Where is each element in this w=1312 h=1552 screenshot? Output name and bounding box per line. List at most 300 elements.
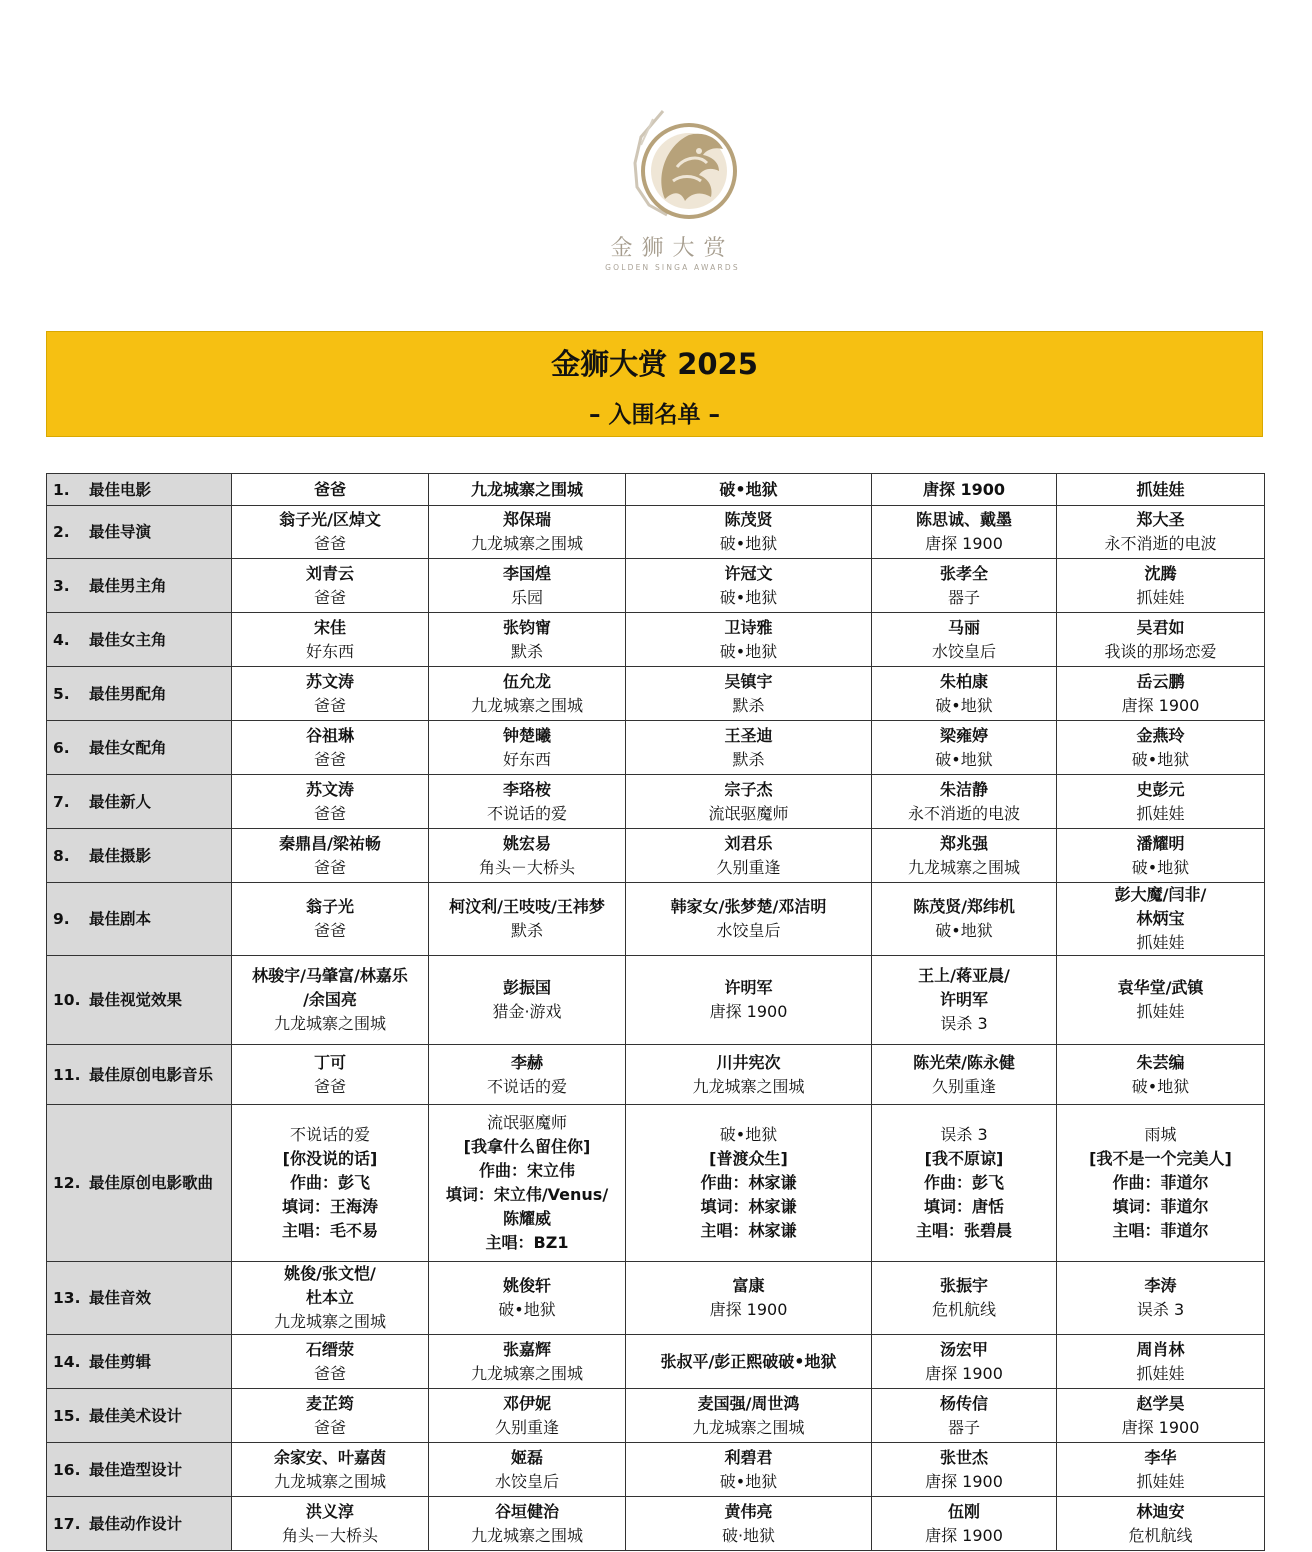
- nominee-name: 彭振国: [502, 978, 551, 997]
- category-cell: [47, 1497, 232, 1551]
- category-cell: [47, 883, 232, 956]
- nominee-detail: 唐探 1900: [925, 1525, 1003, 1545]
- nominee-cell: [232, 721, 429, 775]
- nominee-cell: [1057, 667, 1265, 721]
- nominee-cell: [429, 1335, 626, 1389]
- category-name: 最佳导演: [89, 523, 152, 541]
- category-cell: [47, 1443, 232, 1497]
- nominee-name: 赵学昊: [1136, 1393, 1185, 1413]
- nominee-cell: [872, 883, 1057, 956]
- nominee-name: 陈思诚、戴墨: [915, 510, 1012, 529]
- nominee-name: 杜本立: [305, 1288, 354, 1307]
- category-number: 4.: [53, 630, 70, 649]
- nominee-name: 石缙荥: [305, 1339, 354, 1359]
- table-row: [47, 883, 1265, 956]
- nominee-detail: 唐探 1900: [709, 1002, 788, 1021]
- nominee-cell: [1057, 1389, 1265, 1443]
- category-number: 9.: [53, 910, 70, 928]
- nominee-cell: [232, 1497, 429, 1551]
- nominee-cell: [626, 506, 872, 559]
- nominee-cell: [1057, 1105, 1265, 1262]
- category-number: 1.: [53, 480, 70, 499]
- table-row: [47, 1497, 1265, 1551]
- category-cell: [47, 667, 232, 721]
- nominee-detail: 危机航线: [1128, 1525, 1193, 1545]
- nominee-name: 陈茂贤: [724, 510, 773, 529]
- nominee-name: 潘耀明: [1136, 833, 1185, 853]
- nominee-name: 丁可: [313, 1052, 346, 1072]
- category-name: 最佳动作设计: [89, 1514, 183, 1533]
- nominee-name: 伍允龙: [502, 671, 551, 691]
- nominee-name: 郑兆强: [939, 833, 988, 853]
- nominee-cell: [429, 829, 626, 883]
- category-name: 最佳女主角: [89, 630, 167, 649]
- nominee-detail: 九龙城寨之围城: [273, 1471, 386, 1491]
- table-row: [47, 829, 1265, 883]
- nominee-cell: [429, 559, 626, 613]
- table-row: [47, 1335, 1265, 1389]
- nominee-cell: [429, 721, 626, 775]
- golden-singa-logo: [600, 105, 750, 280]
- nominee-name: 爸爸: [313, 479, 346, 499]
- nominee-detail: 久别重逢: [931, 1076, 996, 1096]
- nominee-cell: [872, 1105, 1057, 1262]
- nominee-detail: 破•地狱: [1131, 857, 1190, 877]
- nominee-detail: 九龙城寨之围城: [273, 1014, 386, 1033]
- nominee-name: 刘君乐: [724, 833, 773, 853]
- nominee-name: 李珞桉: [502, 779, 551, 799]
- nominee-name: 朱洁静: [939, 779, 988, 799]
- nominee-name: 陈耀威: [502, 1209, 551, 1228]
- nominee-name: 李国煌: [502, 563, 551, 583]
- nominee-name: 富康: [732, 1276, 765, 1295]
- category-name: 最佳剪辑: [89, 1352, 152, 1371]
- nominee-name: 黄伟亮: [724, 1501, 773, 1521]
- nominee-detail: 九龙城寨之围城: [470, 1525, 583, 1545]
- nominee-name: 姚俊轩: [502, 1276, 551, 1295]
- nominee-cell: [232, 775, 429, 829]
- nominee-name: 岳云鹏: [1136, 671, 1185, 691]
- nominee-cell: [232, 1262, 429, 1335]
- nominee-name: 张世杰: [939, 1447, 988, 1467]
- nominee-name: 林迪安: [1136, 1501, 1185, 1521]
- nominee-name: 作曲：林家谦: [700, 1173, 797, 1192]
- nominee-cell: [1057, 1335, 1265, 1389]
- nominee-name: 卫诗雅: [724, 617, 773, 637]
- category-cell: [47, 1105, 232, 1262]
- nominee-cell: [232, 883, 429, 956]
- category-number: 2.: [53, 523, 70, 541]
- nominee-cell: [1057, 613, 1265, 667]
- nominee-cell: [872, 667, 1057, 721]
- nominee-detail: 抓娃娃: [1136, 933, 1185, 952]
- nominee-cell: [626, 1443, 872, 1497]
- table-row: [47, 474, 1265, 506]
- nominee-cell: [626, 829, 872, 883]
- category-number: 3.: [53, 576, 70, 595]
- table-row: [47, 667, 1265, 721]
- nominee-detail: 爸爸: [313, 749, 346, 769]
- category-cell: [47, 775, 232, 829]
- nominee-cell: [872, 956, 1057, 1045]
- category-number: 11.: [53, 1065, 81, 1084]
- nominee-cell: [429, 1389, 626, 1443]
- nominee-name: 主唱：BZ1: [485, 1233, 569, 1252]
- nominee-detail: 角头－大桥头: [281, 1525, 378, 1545]
- nominee-cell: [1057, 1262, 1265, 1335]
- nominee-cell: [232, 956, 429, 1045]
- nominee-name: 余家安、叶嘉茵: [273, 1447, 386, 1467]
- table-row: [47, 559, 1265, 613]
- nominee-cell: [626, 559, 872, 613]
- nominee-detail: 九龙城寨之围城: [470, 534, 583, 553]
- nominee-cell: [626, 1335, 872, 1389]
- nominee-cell: [429, 1262, 626, 1335]
- nominee-name: 郑大圣: [1136, 510, 1185, 529]
- nominee-name: 秦鼎昌/梁祐畅: [279, 833, 381, 853]
- nominee-cell: [626, 1389, 872, 1443]
- nominee-detail: 破•地狱: [719, 587, 778, 607]
- nominee-name: 林炳宝: [1136, 909, 1185, 928]
- nominee-name: 填词：菲道尔: [1112, 1197, 1209, 1216]
- nominee-detail: 久别重逢: [716, 857, 781, 877]
- nominee-name: 麦芷筠: [305, 1393, 354, 1413]
- nominee-detail: 九龙城寨之围城: [692, 1417, 805, 1437]
- nominee-name: 伍刚: [947, 1501, 980, 1521]
- nominee-detail: 我谈的那场恋爱: [1104, 641, 1217, 661]
- nominee-detail: 九龙城寨之围城: [907, 857, 1020, 877]
- nominee-name: 抓娃娃: [1136, 479, 1185, 499]
- nominee-cell: [872, 1335, 1057, 1389]
- nominee-detail: 抓娃娃: [1136, 587, 1185, 607]
- nominee-detail: 抓娃娃: [1136, 1002, 1185, 1021]
- category-name: 最佳剧本: [89, 910, 152, 928]
- nominee-cell: [429, 956, 626, 1045]
- nominee-detail: 九龙城寨之围城: [692, 1076, 805, 1096]
- nominee-cell: [1057, 721, 1265, 775]
- nominee-detail: 默杀: [510, 641, 543, 661]
- nominee-cell: [872, 721, 1057, 775]
- category-cell: [47, 474, 232, 506]
- nominee-cell: [232, 613, 429, 667]
- nominee-cell: [626, 1497, 872, 1551]
- nominee-name: 作曲：宋立伟: [478, 1161, 575, 1180]
- nominee-name: 翁子光/区焯文: [279, 510, 381, 529]
- category-cell: [47, 1045, 232, 1105]
- nominee-detail: 爸爸: [313, 695, 346, 715]
- nominee-name: 破•地狱: [719, 479, 778, 499]
- table-row: [47, 1105, 1265, 1262]
- nominee-detail: 破•地狱: [719, 1471, 778, 1491]
- nominee-cell: [429, 1045, 626, 1105]
- nominee-detail: 好东西: [305, 641, 354, 661]
- nominee-name: 吴镇宇: [724, 671, 773, 691]
- nominee-cell: [1057, 1497, 1265, 1551]
- nominee-detail: 唐探 1900: [925, 534, 1003, 553]
- nominee-name: 作曲：菲道尔: [1112, 1173, 1209, 1192]
- nominee-name: 主唱：菲道尔: [1112, 1221, 1209, 1240]
- nominee-name: [我拿什么留住你]: [463, 1137, 591, 1156]
- nominee-name: 张孝全: [939, 563, 988, 583]
- nominee-detail: 爸爸: [313, 534, 346, 553]
- nominee-name: [你没说的话]: [282, 1149, 378, 1168]
- category-number: 8.: [53, 846, 70, 865]
- nominee-cell: [429, 1443, 626, 1497]
- nominee-cell: [1057, 775, 1265, 829]
- nominee-cell: [626, 1262, 872, 1335]
- nominee-name: 王圣迪: [724, 725, 773, 745]
- nominee-detail: 抓娃娃: [1136, 1363, 1185, 1383]
- nominee-cell: [872, 1443, 1057, 1497]
- nominee-name: 彭大魔/闫非/: [1114, 885, 1207, 904]
- nominee-name: 宗子杰: [724, 779, 773, 799]
- category-name: 最佳男配角: [89, 684, 167, 703]
- nominee-detail: 爸爸: [313, 921, 346, 940]
- nominee-cell: [1057, 956, 1265, 1045]
- category-number: 13.: [53, 1289, 81, 1307]
- nominee-name: 填词：宋立伟/Venus/: [445, 1185, 609, 1204]
- table-row: [47, 1045, 1265, 1105]
- nominee-detail: 误杀 3: [940, 1125, 988, 1144]
- category-number: 12.: [53, 1174, 81, 1192]
- category-number: 10.: [53, 991, 81, 1009]
- nominee-name: 谷祖琳: [305, 725, 354, 745]
- nominee-cell: [232, 1443, 429, 1497]
- category-name: 最佳电影: [89, 480, 152, 499]
- nominee-name: [我不原谅]: [924, 1149, 1004, 1168]
- nominee-cell: [232, 1389, 429, 1443]
- nominee-name: 苏文涛: [305, 671, 354, 691]
- table-row: [47, 775, 1265, 829]
- nominee-name: 邓伊妮: [502, 1393, 551, 1413]
- nominee-name: 填词：唐恬: [923, 1197, 1004, 1216]
- category-cell: [47, 1335, 232, 1389]
- nominee-detail: 破•地狱: [1131, 749, 1190, 769]
- nominee-detail: 破•地狱: [719, 641, 778, 661]
- nominee-cell: [872, 1045, 1057, 1105]
- nominee-cell: [1057, 1443, 1265, 1497]
- nominee-name: 沈腾: [1144, 563, 1177, 583]
- nominee-name: 作曲：彭飞: [289, 1173, 370, 1192]
- category-cell: [47, 506, 232, 559]
- nominee-name: 张嘉辉: [502, 1339, 551, 1359]
- nominee-detail: 危机航线: [931, 1300, 996, 1319]
- nominee-cell: [626, 956, 872, 1045]
- nominee-name: 唐探 1900: [922, 479, 1006, 499]
- nominee-name: 马丽: [947, 617, 980, 637]
- nominee-detail: 唐探 1900: [1121, 695, 1200, 715]
- nominee-name: 李华: [1144, 1447, 1177, 1467]
- nominee-detail: 误杀 3: [1136, 1300, 1185, 1319]
- nominee-detail: 九龙城寨之围城: [470, 1363, 583, 1383]
- nominee-cell: [232, 474, 429, 506]
- nominee-detail: 破•地狱: [719, 1125, 778, 1144]
- category-name: 最佳造型设计: [89, 1460, 183, 1479]
- category-number: 6.: [53, 738, 70, 757]
- nominee-detail: 破•地狱: [498, 1300, 556, 1319]
- nominee-cell: [872, 506, 1057, 559]
- nominee-name: 陈茂贤/郑纬机: [913, 897, 1015, 916]
- nominee-cell: [1057, 883, 1265, 956]
- nominee-cell: [872, 613, 1057, 667]
- nominee-detail: 默杀: [732, 749, 765, 769]
- category-number: 15.: [53, 1406, 81, 1425]
- nominee-detail: 永不消逝的电波: [907, 803, 1020, 823]
- nominee-name: 主唱：林家谦: [700, 1221, 797, 1240]
- nominee-name: 姚俊/张文恺/: [284, 1264, 376, 1283]
- nominee-detail: 好东西: [502, 749, 551, 769]
- category-name: 最佳男主角: [89, 576, 167, 595]
- nominee-detail: 爸爸: [313, 803, 346, 823]
- nominee-cell: [232, 667, 429, 721]
- nominee-detail: 破•地狱: [935, 749, 993, 769]
- nominee-detail: 水饺皇后: [494, 1471, 559, 1491]
- category-number: 17.: [53, 1514, 81, 1533]
- nominee-name: 填词：林家谦: [700, 1197, 797, 1216]
- nominee-name: 姚宏易: [502, 833, 551, 853]
- nominee-cell: [626, 613, 872, 667]
- nominee-name: 王上/蒋亚晨/: [918, 966, 1010, 985]
- nominee-detail: 水饺皇后: [716, 921, 781, 940]
- nominee-detail: 猎金·游戏: [492, 1002, 562, 1021]
- nominee-detail: 器子: [947, 1417, 980, 1437]
- nominee-detail: 爸爸: [313, 1076, 346, 1096]
- table-row: [47, 1262, 1265, 1335]
- nominee-name: 张叔平/彭正熙破破•地狱: [660, 1351, 837, 1371]
- nominee-cell: [232, 1335, 429, 1389]
- nominee-detail: 乐园: [510, 587, 543, 607]
- nominee-name: 作曲：彭飞: [923, 1173, 1004, 1192]
- nominee-detail: 爸爸: [313, 857, 346, 877]
- nominee-detail: 不说话的爱: [486, 1076, 567, 1096]
- nominee-name: 梁雍婷: [939, 725, 988, 745]
- category-cell: [47, 829, 232, 883]
- nominee-name: 许明军: [724, 978, 773, 997]
- table-row: [47, 1443, 1265, 1497]
- nominee-detail: 唐探 1900: [925, 1471, 1003, 1491]
- nominee-cell: [429, 474, 626, 506]
- nominee-name: 陈光荣/陈永健: [913, 1052, 1015, 1072]
- nominee-name: 杨传信: [939, 1393, 988, 1413]
- nominee-name: 填词：王海涛: [281, 1197, 378, 1216]
- nominee-name: 周肖林: [1136, 1339, 1185, 1359]
- nominee-detail: 爸爸: [313, 587, 346, 607]
- nominee-cell: [872, 1262, 1057, 1335]
- nominee-name: 朱柏康: [939, 671, 988, 691]
- nominee-cell: [1057, 829, 1265, 883]
- nominee-detail: 流氓驱魔师: [708, 803, 789, 823]
- nominee-cell: [872, 829, 1057, 883]
- nominee-detail: 角头－大桥头: [478, 857, 575, 877]
- nominee-name: 洪义淳: [305, 1501, 354, 1521]
- page-title: 金狮大赏 2025: [551, 347, 758, 381]
- nominee-detail: 不说话的爱: [486, 803, 567, 823]
- nominee-cell: [626, 1045, 872, 1105]
- category-name: 最佳摄影: [89, 846, 152, 865]
- nominee-cell: [872, 474, 1057, 506]
- nominee-name: 苏文涛: [305, 779, 354, 799]
- nominee-cell: [232, 506, 429, 559]
- nominee-cell: [872, 1497, 1057, 1551]
- nominee-detail: 破•地狱: [935, 695, 993, 715]
- nominee-cell: [1057, 506, 1265, 559]
- nominee-detail: 水饺皇后: [931, 641, 996, 661]
- page-subtitle: – 入围名单 –: [588, 402, 720, 428]
- category-cell: [47, 559, 232, 613]
- table-row: [47, 506, 1265, 559]
- table-row: [47, 956, 1265, 1045]
- nominee-name: 九龙城寨之围城: [470, 479, 583, 499]
- nominee-name: 袁华堂/武镇: [1117, 978, 1204, 997]
- nominee-name: 姬磊: [510, 1447, 543, 1467]
- nominee-cell: [872, 559, 1057, 613]
- nominee-name: 朱芸编: [1136, 1052, 1185, 1072]
- nominee-name: 李赫: [510, 1052, 543, 1072]
- category-name: 最佳女配角: [89, 738, 167, 757]
- nominee-name: 利碧君: [724, 1447, 773, 1467]
- nominee-detail: 破·地狱: [721, 1525, 776, 1545]
- category-name: 最佳新人: [89, 792, 152, 811]
- nominee-detail: 破•地狱: [719, 534, 778, 553]
- table-row: [47, 613, 1265, 667]
- category-number: 7.: [53, 792, 70, 811]
- nominee-detail: 爸爸: [313, 1363, 346, 1383]
- nominee-cell: [626, 667, 872, 721]
- nominee-cell: [429, 1497, 626, 1551]
- nominee-detail: 久别重逢: [494, 1417, 559, 1437]
- nominee-name: 吴君如: [1136, 617, 1185, 637]
- nominee-cell: [1057, 1045, 1265, 1105]
- nominee-cell: [872, 775, 1057, 829]
- nominee-cell: [232, 829, 429, 883]
- nominee-detail: 抓娃娃: [1136, 1471, 1185, 1491]
- nominee-detail: 九龙城寨之围城: [273, 1312, 386, 1331]
- category-cell: [47, 956, 232, 1045]
- nominee-name: 李涛: [1144, 1276, 1177, 1295]
- nominee-cell: [1057, 474, 1265, 506]
- nominee-name: 史彭元: [1136, 779, 1185, 799]
- nominee-cell: [872, 1389, 1057, 1443]
- nominee-name: 钟楚曦: [502, 725, 551, 745]
- category-cell: [47, 1262, 232, 1335]
- nominee-detail: 误杀 3: [940, 1014, 988, 1033]
- nominee-cell: [429, 775, 626, 829]
- logo-english-name: GOLDEN SINGA AWARDS: [605, 263, 740, 272]
- nominee-name: 金燕玲: [1136, 725, 1185, 745]
- nominee-detail: 雨城: [1144, 1125, 1177, 1144]
- category-cell: [47, 1389, 232, 1443]
- nominee-name: 川井宪次: [716, 1052, 781, 1072]
- lion-emblem-icon: [615, 105, 745, 225]
- nominee-detail: 唐探 1900: [1121, 1417, 1200, 1437]
- nominee-cell: [232, 559, 429, 613]
- nominee-name: [我不是一个完美人]: [1089, 1149, 1232, 1168]
- title-banner: [46, 331, 1263, 437]
- nominee-cell: [429, 667, 626, 721]
- nominee-detail: 破•地狱: [935, 921, 993, 940]
- category-cell: [47, 721, 232, 775]
- nominee-name: 主唱：毛不易: [281, 1221, 378, 1240]
- nominee-name: 麦国强/周世鸿: [697, 1393, 800, 1413]
- nominee-name: 许冠文: [724, 563, 773, 583]
- nominee-name: 林骏宇/马肇富/林嘉乐: [252, 966, 408, 985]
- nominee-detail: 永不消逝的电波: [1104, 534, 1217, 553]
- nominee-name: [普渡众生]: [709, 1149, 788, 1168]
- category-number: 5.: [53, 684, 70, 703]
- nominee-cell: [232, 1105, 429, 1262]
- category-cell: [47, 613, 232, 667]
- nominee-cell: [626, 775, 872, 829]
